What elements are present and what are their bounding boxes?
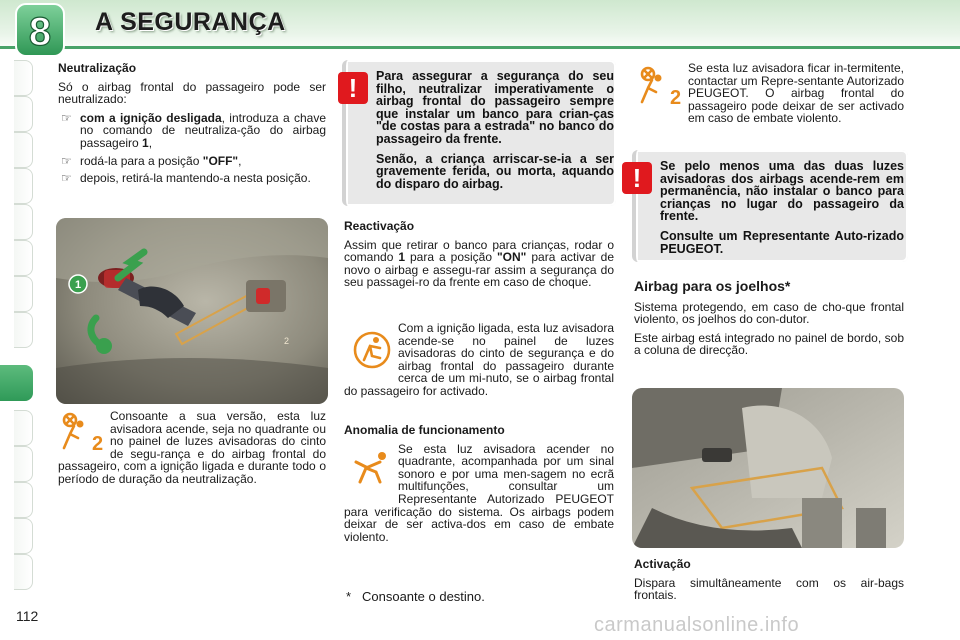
child-seat-warning-box (342, 60, 616, 206)
icon-label-2: 2 (670, 87, 682, 106)
indicator-note (58, 410, 326, 486)
sidebar-tab-14[interactable] (14, 554, 33, 590)
ignition-note-text: Com a ignição ligada, esta luz avisadora acende-se no painel de luzes avisadoras do cinto de segurança e do airbag frontal do passageiro durante cerca de um mi-nuto, se o airbag frontal do passageiro for activado. (344, 321, 614, 398)
pointing-hand-icon: ☞ (61, 171, 72, 186)
airbag-fault-icon (352, 448, 392, 486)
photo-label-1: 1 (74, 279, 82, 291)
sidebar-tab-1[interactable] (14, 60, 33, 96)
sidebar-tab-3[interactable] (14, 132, 33, 168)
sidebar-tab-6[interactable] (14, 240, 33, 276)
permanent-light-warning-text-2: Consulte um Representante Auto-rizado PEUGEOT. (660, 228, 904, 256)
child-seat-warning-text-1: Para assegurar a segurança do seu filho, neutralizar imperativamente o airbag frontal do passageiro sempre que instalar um banco para crian-ças "de costas para a estrada" no banco do passageiro da frente. (376, 69, 614, 146)
reactivation-text-c: para activar de novo o airbag e assegu-rar assim a segurança do seu passagei-ro da frente em caso de choque. (344, 250, 615, 290)
step-1-control-number: 1 (142, 135, 149, 150)
sidebar-tab-2[interactable] (14, 96, 33, 132)
step-2 (58, 155, 326, 168)
icon-label-2: 2 (92, 433, 104, 452)
knee-airbag-text-1: Sistema protegendo, em caso de cho-que frontal violento, os joelhos do con-dutor. (634, 299, 904, 327)
sidebar-tab-10[interactable] (14, 410, 33, 446)
reactivation-heading: Reactivação (344, 219, 415, 233)
reactivation-control-number: 1 (398, 250, 406, 265)
sidebar-tab-12[interactable] (14, 482, 33, 518)
sidebar-tab-active[interactable] (0, 365, 33, 401)
neutralization-heading: Neutralização (58, 61, 137, 75)
activation-section (634, 558, 904, 608)
reactivation-text-b: para a posição (405, 250, 497, 265)
footnote-text: Consoante o destino. (362, 589, 485, 604)
indicator-note-text: Consoante a sua versão, esta luz avisadora acende, seja no quadrante ou no painel de luzes avisadoras do cinto de segu-rança e do airbag frontal do passageiro, com a ignição ligada e durante todo o período de duração da neutralização. (58, 409, 326, 486)
reactivation-text-a: Assim que retirar o banco para crianças, rodar o comando (344, 237, 614, 265)
page-number: 112 (16, 608, 39, 624)
footnote-mark: * (346, 589, 352, 604)
pointing-hand-icon: ☞ (61, 153, 72, 168)
step-1 (58, 112, 326, 150)
flashing-note (634, 62, 904, 128)
step-3-text: depois, retirá-la mantendo-a nesta posição. (80, 171, 311, 186)
permanent-light-warning-text-1: Se pelo menos uma das duas luzes avisadoras dos airbags acende-rem em permanência, não instalar o banco para crianças no lugar do passageiro da frente. (660, 159, 904, 224)
child-seat-warning-text-2: Senão, a criança arriscar-se-ia a ser gravemente ferida, ou morta, aquando do disparo do airbag. (376, 151, 614, 191)
neutralization-section (58, 62, 326, 190)
step-2-end: , (238, 153, 242, 168)
airbag-switch-photo (56, 218, 328, 404)
knee-airbag-heading: Airbag para os joelhos* (634, 278, 791, 294)
malfunction-text: Se esta luz avisadora acender no quadrante, acompanhada por um sinal sonoro e por uma men-sagem no ecrã multifunções, consultar um Representante Autorizado PEUGEOT para verificação do sistema. Os airbags podem deixar de ser activa-dos em caso de embate violento. (344, 441, 614, 544)
ignition-note (344, 322, 614, 398)
activation-heading: Activação (634, 557, 691, 571)
chapter-number: 8 (28, 10, 52, 54)
sidebar-tab-7[interactable] (14, 276, 33, 312)
step-2-off-label: "OFF" (202, 153, 239, 168)
malfunction-heading: Anomalia de funcionamento (344, 423, 505, 437)
chapter-badge (14, 2, 66, 58)
step-1-text: , introduza a chave no comando de neutraliza-ção do airbag passageiro (80, 110, 326, 150)
sidebar-tab-8[interactable] (14, 312, 33, 348)
knee-airbag-photo (632, 388, 904, 548)
sidebar-tab-5[interactable] (14, 204, 33, 240)
reactivation-text (344, 239, 614, 289)
warning-icon: ! (338, 72, 368, 104)
watermark: carmanualsonline.info (594, 614, 800, 636)
photo-label-2: 2 (284, 336, 290, 346)
page-title: A SEGURANÇA (95, 8, 286, 36)
step-2-text: rodá-la para a posição (80, 153, 203, 168)
step-3 (58, 172, 326, 185)
pointing-hand-icon: ☞ (61, 110, 72, 125)
step-1-end: , (148, 135, 153, 150)
warning-icon: ! (622, 162, 652, 194)
flashing-note-text: Se esta luz avisadora ficar in-termitente, contactar um Repre-sentante Autorizado PEUGEOT. O airbag frontal do passageiro pode deixar de ser activado em caso de embate violento. (688, 61, 904, 126)
header-divider (0, 46, 960, 49)
reactivation-section (344, 220, 614, 295)
activation-text: Dispara simultâneamente com os air-bags frontais. (634, 575, 904, 603)
neutralization-intro: Só o airbag frontal do passageiro pode ser neutralizado: (58, 79, 326, 107)
step-1-bold: com a ignição desligada (80, 110, 222, 125)
knee-airbag-text-2: Este airbag está integrado no painel de bordo, sob a coluna de direcção. (634, 330, 904, 358)
sidebar-tab-13[interactable] (14, 518, 33, 554)
knee-airbag-section (634, 280, 904, 363)
sidebar-tab-4[interactable] (14, 168, 33, 204)
permanent-light-warning-box (632, 150, 908, 262)
reactivation-on-label: "ON" (496, 250, 527, 265)
sidebar-tab-11[interactable] (14, 446, 33, 482)
